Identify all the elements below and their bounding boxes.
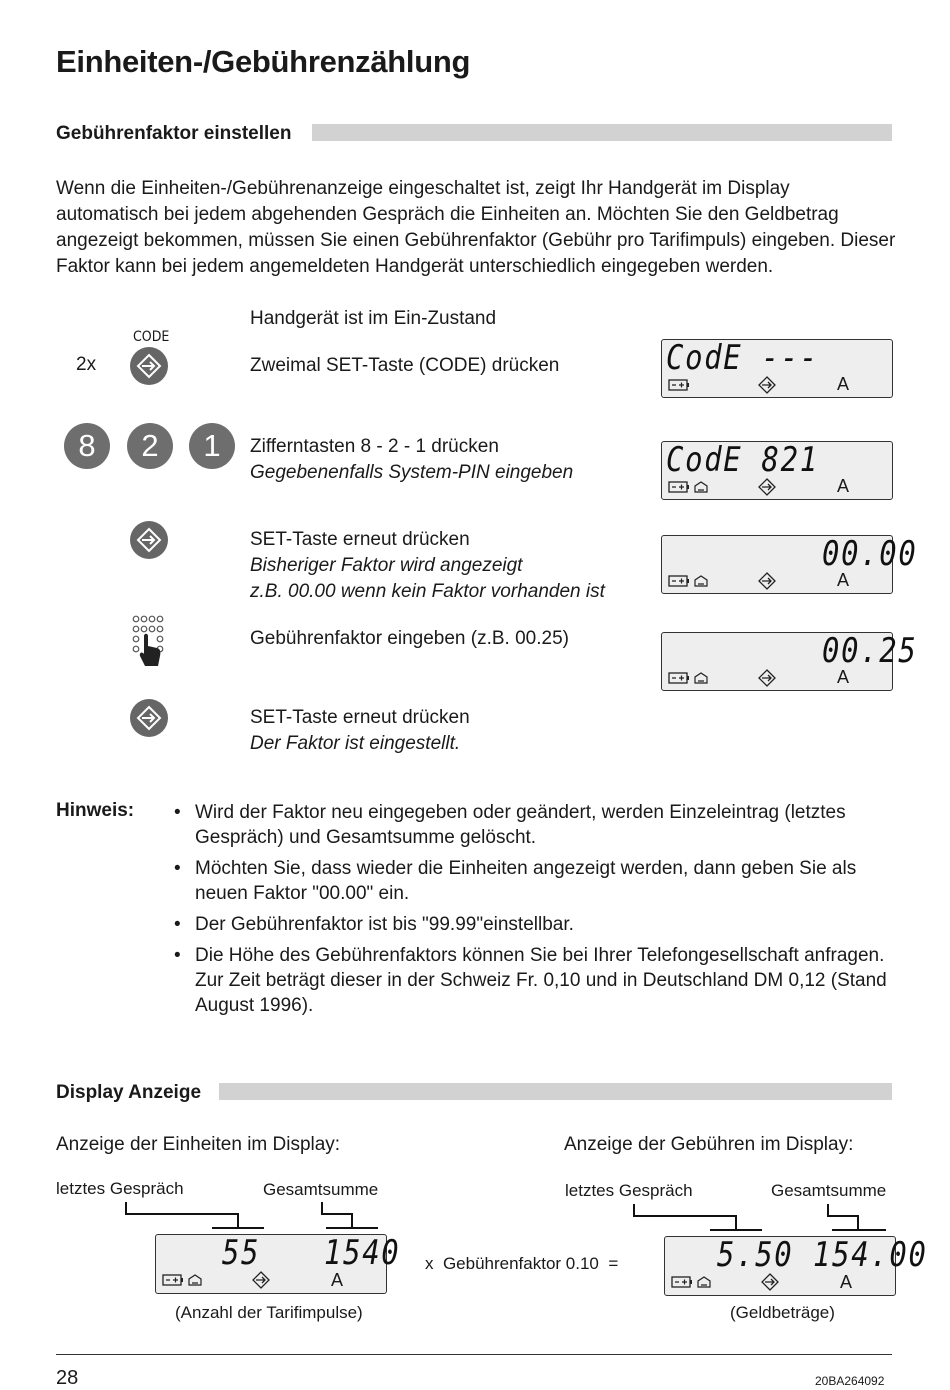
set-mode-icon [758, 376, 776, 394]
keypad-hand-icon [131, 614, 171, 674]
hint-label: Hinweis: [56, 800, 135, 821]
lcd-display-factor-old [661, 534, 918, 594]
battery-icon [668, 671, 728, 685]
section-bar [219, 1083, 892, 1100]
set-mode-icon [761, 1273, 779, 1291]
lcd-letter: A [837, 374, 850, 394]
set-diamond-icon [136, 527, 162, 553]
battery-icon [668, 378, 728, 392]
label-total: Gesamtsumme [263, 1180, 379, 1199]
lcd-value-total: 1540 [324, 1233, 401, 1273]
battery-icon [668, 480, 728, 494]
lcd-value-last: 5.50 [717, 1235, 794, 1275]
hint-item: • Möchten Sie, dass wieder die Einheiten angezeigt werden, dann geben Sie als neuen Faktor "00.00" ein. [174, 856, 894, 906]
lcd-letter: A [331, 1270, 344, 1290]
hint-list [174, 800, 894, 1024]
lcd-text: CodE 821 [666, 440, 819, 480]
page-number: 28 [56, 1367, 79, 1389]
label-total: Gesamtsumme [771, 1181, 887, 1200]
step-5-text-italic: Der Faktor ist eingestellt. [250, 733, 461, 754]
step-3-text-italic-1: Bisheriger Faktor wird angezeigt [250, 555, 523, 576]
digit-key-1[interactable]: 1 [189, 423, 235, 469]
set-diamond-icon [136, 705, 162, 731]
battery-icon [162, 1273, 222, 1287]
multiplier-text: x Gebührenfaktor 0.10 = [425, 1254, 619, 1273]
hint-item: • Wird der Faktor neu eingegeben oder geändert, werden Einzeleintrag (letztes Gespräch) und Gesamtsumme gelöscht. [174, 800, 894, 850]
set-key-button[interactable] [130, 347, 168, 385]
step-5-text: SET-Taste erneut drücken [250, 707, 470, 728]
hint-item: • Die Höhe des Gebührenfaktors können Sie bei Ihrer Telefongesellschaft anfragen. Zur Zeit beträgt dieser in der Schweiz Fr. 0,10 und in Deutschland DM 0,12 (Stand August 1996). [174, 943, 894, 1018]
lcd-text: 00.00 [822, 534, 918, 574]
code-key-label: CODE [133, 329, 170, 345]
charges-caption: (Geldbeträge) [730, 1303, 835, 1322]
set-mode-icon [758, 478, 776, 496]
digit-key-8[interactable]: 8 [64, 423, 110, 469]
hint-item: • Der Gebührenfaktor ist bis "99.99"einstellbar. [174, 912, 894, 937]
section-title-display: Display Anzeige [56, 1082, 202, 1103]
bracket-lines [628, 1202, 898, 1236]
intro-paragraph: Wenn die Einheiten-/Gebührenanzeige eingeschaltet ist, zeigt Ihr Handgerät im Display automatisch bei jedem abgehenden Gespräch die Einheiten an. Möchten Sie den Geldbetrag angezeigt bekommen, müssen Sie einen Gebührenfaktor (Gebühr pro Tarifimpuls) eingeben. Dieser Faktor kann bei jedem angemeldeten Handgerät unterschiedlich eingegeben werden. [56, 178, 896, 277]
lcd-display-code [661, 339, 893, 398]
step-1-count: 2x [76, 354, 97, 375]
lcd-display-factor-new [661, 631, 918, 691]
lcd-value-last: 55 [222, 1233, 261, 1273]
step-0-text: Handgerät ist im Ein-Zustand [250, 308, 497, 329]
footer-divider [56, 1354, 892, 1355]
lcd-text: 00.25 [822, 631, 918, 671]
charges-heading: Anzeige der Gebühren im Display: [564, 1134, 854, 1155]
section-title-factor: Gebührenfaktor einstellen [56, 123, 292, 144]
label-last-call: letztes Gespräch [565, 1181, 693, 1200]
lcd-letter: A [837, 667, 850, 687]
lcd-letter: A [840, 1272, 853, 1292]
lcd-letter: A [837, 570, 850, 590]
set-key-button[interactable] [130, 699, 168, 737]
bracket-lines [120, 1200, 390, 1234]
set-diamond-icon [136, 353, 162, 379]
set-mode-icon [758, 669, 776, 687]
step-2-text-italic: Gegebenenfalls System-PIN eingeben [250, 462, 574, 483]
battery-icon [671, 1275, 731, 1289]
lcd-display-code-entered [661, 441, 893, 500]
step-3-text: SET-Taste erneut drücken [250, 529, 470, 550]
set-mode-icon [758, 572, 776, 590]
battery-icon [668, 574, 728, 588]
lcd-display-units [155, 1233, 401, 1294]
section-bar [312, 124, 892, 141]
label-last-call: letztes Gespräch [56, 1179, 184, 1198]
step-2-text: Zifferntasten 8 - 2 - 1 drücken [250, 436, 499, 457]
units-caption: (Anzahl der Tarifimpulse) [175, 1303, 363, 1322]
lcd-letter: A [837, 476, 850, 496]
step-4-text: Gebührenfaktor eingeben (z.B. 00.25) [250, 628, 569, 649]
units-heading: Anzeige der Einheiten im Display: [56, 1134, 341, 1155]
digit-key-2[interactable]: 2 [127, 423, 173, 469]
lcd-text: CodE --- [666, 338, 819, 378]
step-1-text: Zweimal SET-Taste (CODE) drücken [250, 355, 560, 376]
lcd-value-total: 154.00 [813, 1235, 928, 1275]
step-3-text-italic-2: z.B. 00.00 wenn kein Faktor vorhanden ist [250, 581, 605, 602]
lcd-display-charges [664, 1235, 928, 1296]
set-mode-icon [252, 1271, 270, 1289]
document-code: 20BA264092 [815, 1374, 885, 1388]
set-key-button[interactable] [130, 521, 168, 559]
page-title: Einheiten-/Gebührenzählung [56, 44, 471, 79]
